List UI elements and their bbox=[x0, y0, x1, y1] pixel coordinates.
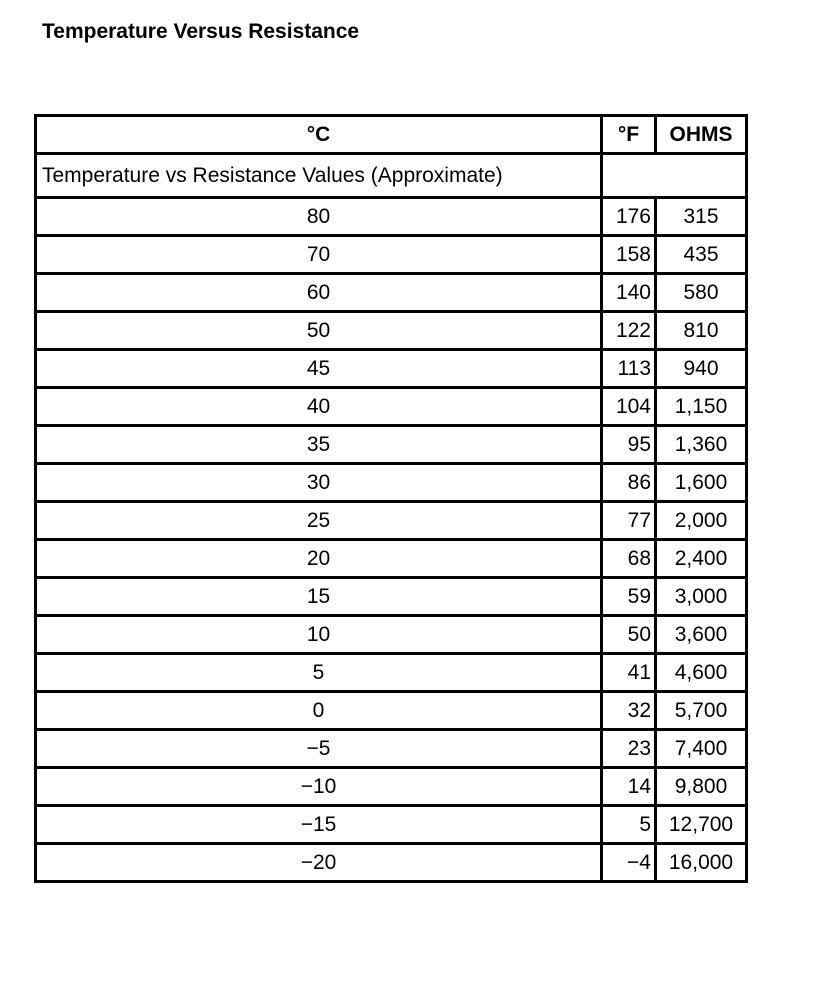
ohms-cell: 940 bbox=[656, 350, 747, 388]
ohms-cell: 580 bbox=[656, 274, 747, 312]
celsius-cell: −15 bbox=[36, 806, 602, 844]
celsius-cell: 20 bbox=[36, 540, 602, 578]
ohms-cell: 3,000 bbox=[656, 578, 747, 616]
table-row bbox=[36, 730, 747, 768]
celsius-cell: 60 bbox=[36, 274, 602, 312]
table-row bbox=[36, 768, 747, 806]
subheader-row bbox=[36, 154, 747, 198]
celsius-cell: 5 bbox=[36, 654, 602, 692]
table-row bbox=[36, 654, 747, 692]
table-row bbox=[36, 578, 747, 616]
table-row bbox=[36, 844, 747, 882]
fahrenheit-header: °F bbox=[602, 116, 656, 154]
celsius-header: °C bbox=[36, 116, 602, 154]
table-row bbox=[36, 502, 747, 540]
fahrenheit-cell: 5 bbox=[602, 806, 656, 844]
page-title: Temperature Versus Resistance bbox=[42, 20, 360, 43]
celsius-cell: 40 bbox=[36, 388, 602, 426]
fahrenheit-cell: −4 bbox=[602, 844, 656, 882]
ohms-cell: 435 bbox=[656, 236, 747, 274]
ohms-cell: 810 bbox=[656, 312, 747, 350]
celsius-cell: 50 bbox=[36, 312, 602, 350]
celsius-cell: 0 bbox=[36, 692, 602, 730]
table-row bbox=[36, 274, 747, 312]
fahrenheit-cell: 50 bbox=[602, 616, 656, 654]
ohms-cell: 1,360 bbox=[656, 426, 747, 464]
celsius-cell: 15 bbox=[36, 578, 602, 616]
table-body bbox=[36, 198, 747, 882]
fahrenheit-cell: 86 bbox=[602, 464, 656, 502]
fahrenheit-cell: 59 bbox=[602, 578, 656, 616]
table-row bbox=[36, 198, 747, 236]
ohms-header: OHMS bbox=[656, 116, 747, 154]
table-row bbox=[36, 806, 747, 844]
header-row bbox=[36, 116, 747, 154]
fahrenheit-cell: 68 bbox=[602, 540, 656, 578]
table-row bbox=[36, 616, 747, 654]
ohms-cell: 16,000 bbox=[656, 844, 747, 882]
celsius-cell: −5 bbox=[36, 730, 602, 768]
table-row bbox=[36, 540, 747, 578]
ohms-cell: 1,150 bbox=[656, 388, 747, 426]
ohms-cell: 4,600 bbox=[656, 654, 747, 692]
fahrenheit-cell: 113 bbox=[602, 350, 656, 388]
fahrenheit-cell: 95 bbox=[602, 426, 656, 464]
table-row bbox=[36, 464, 747, 502]
fahrenheit-cell: 122 bbox=[602, 312, 656, 350]
table-row bbox=[36, 388, 747, 426]
table-header bbox=[36, 116, 747, 198]
temperature-resistance-table bbox=[34, 114, 748, 883]
celsius-cell: 45 bbox=[36, 350, 602, 388]
table-row bbox=[36, 350, 747, 388]
fahrenheit-cell: 77 bbox=[602, 502, 656, 540]
table-row bbox=[36, 312, 747, 350]
ohms-cell: 7,400 bbox=[656, 730, 747, 768]
ohms-cell: 12,700 bbox=[656, 806, 747, 844]
fahrenheit-cell: 14 bbox=[602, 768, 656, 806]
celsius-cell: −10 bbox=[36, 768, 602, 806]
celsius-cell: 30 bbox=[36, 464, 602, 502]
ohms-cell: 9,800 bbox=[656, 768, 747, 806]
celsius-cell: 80 bbox=[36, 198, 602, 236]
fahrenheit-cell: 23 bbox=[602, 730, 656, 768]
celsius-cell: 70 bbox=[36, 236, 602, 274]
table-row bbox=[36, 426, 747, 464]
subheader-empty-cell bbox=[602, 154, 747, 198]
table-subheader: Temperature vs Resistance Values (Approximate) bbox=[36, 154, 602, 198]
fahrenheit-cell: 176 bbox=[602, 198, 656, 236]
celsius-cell: −20 bbox=[36, 844, 602, 882]
celsius-cell: 25 bbox=[36, 502, 602, 540]
ohms-cell: 315 bbox=[656, 198, 747, 236]
ohms-cell: 3,600 bbox=[656, 616, 747, 654]
fahrenheit-cell: 104 bbox=[602, 388, 656, 426]
fahrenheit-cell: 41 bbox=[602, 654, 656, 692]
ohms-cell: 5,700 bbox=[656, 692, 747, 730]
table-row bbox=[36, 236, 747, 274]
celsius-cell: 10 bbox=[36, 616, 602, 654]
celsius-cell: 35 bbox=[36, 426, 602, 464]
ohms-cell: 1,600 bbox=[656, 464, 747, 502]
fahrenheit-cell: 140 bbox=[602, 274, 656, 312]
ohms-cell: 2,000 bbox=[656, 502, 747, 540]
ohms-cell: 2,400 bbox=[656, 540, 747, 578]
fahrenheit-cell: 32 bbox=[602, 692, 656, 730]
table-row bbox=[36, 692, 747, 730]
fahrenheit-cell: 158 bbox=[602, 236, 656, 274]
